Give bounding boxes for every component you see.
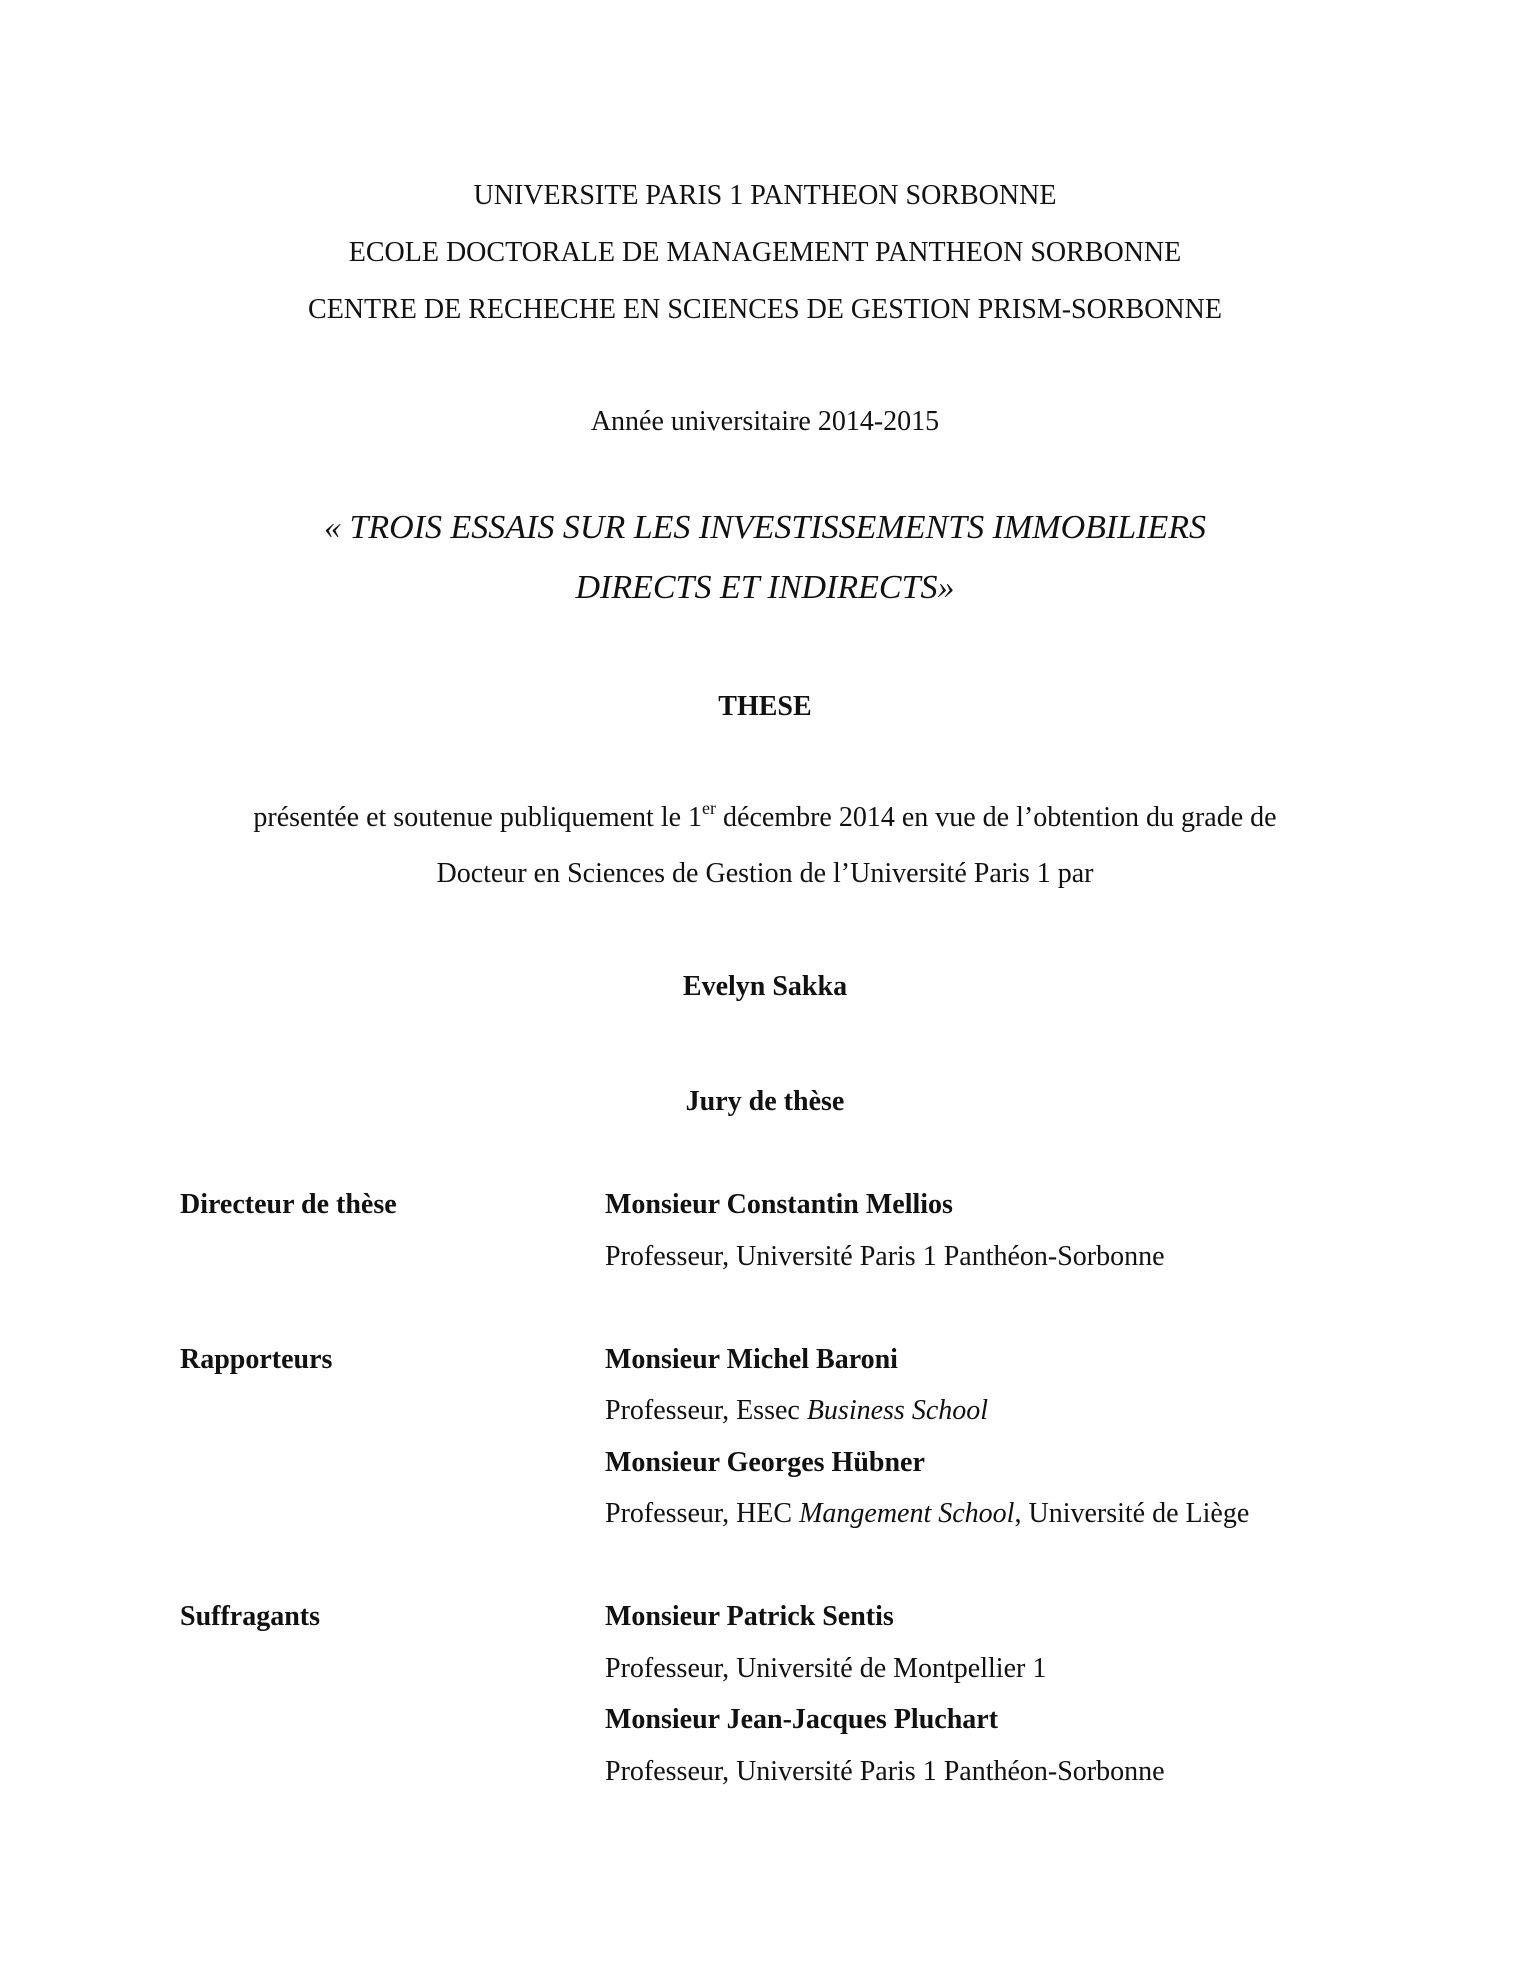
research-center: CENTRE DE RECHECHE EN SCIENCES DE GESTION PRISM-SORBONNE	[308, 294, 1222, 325]
jury-heading: Jury de thèse	[685, 1086, 845, 1117]
university-name: UNIVERSITE PARIS 1 PANTHEON SORBONNE	[473, 180, 1057, 211]
presentation-line-1	[0, 798, 1530, 835]
doctoral-school: ECOLE DOCTORALE DE MANAGEMENT PANTHEON SORBONNE	[348, 237, 1182, 268]
jury-label-reporters: Rapporteurs	[180, 1344, 333, 1375]
thesis-title-line-2: DIRECTS ET INDIRECTS»	[575, 569, 955, 606]
reporter-2-affiliation-after: , Université de Liège	[1014, 1498, 1250, 1529]
presentation-line-2: Docteur en Sciences de Gestion de l’Université Paris 1 par	[436, 858, 1094, 889]
suffragant-1-affiliation: Professeur, Université de Montpellier 1	[605, 1653, 1047, 1684]
reporter-1-name: Monsieur Michel Baroni	[605, 1344, 898, 1375]
suffragant-1-name: Monsieur Patrick Sentis	[605, 1601, 894, 1632]
reporter-1-affiliation-plain: Professeur, Essec	[605, 1395, 807, 1426]
reporter-2-affiliation-plain: Professeur, HEC	[605, 1498, 800, 1529]
jury-label-director: Directeur de thèse	[180, 1189, 397, 1220]
author-name: Evelyn Sakka	[682, 971, 848, 1002]
suffragant-2-name: Monsieur Jean-Jacques Pluchart	[605, 1704, 999, 1735]
reporter-2-name: Monsieur Georges Hübner	[605, 1447, 925, 1478]
jury-label-suffragants: Suffragants	[180, 1601, 321, 1632]
reporter-1-affiliation-italic: Business School	[806, 1395, 989, 1426]
reporter-2-affiliation-italic: Mangement School	[799, 1498, 1015, 1529]
academic-year: Année universitaire 2014-2015	[590, 406, 940, 437]
thesis-title-line-1: « TROIS ESSAIS SUR LES INVESTISSEMENTS IMMOBILIERS	[323, 509, 1206, 546]
document-type: THESE	[718, 691, 812, 722]
director-name: Monsieur Constantin Mellios	[605, 1189, 953, 1220]
director-affiliation: Professeur, Université Paris 1 Panthéon-Sorbonne	[605, 1241, 1165, 1272]
reporter-2-affiliation	[605, 1497, 1249, 1531]
presentation-text-b: décembre 2014 en vue de l’obtention du grade de	[716, 802, 1277, 833]
presentation-text-a: présentée et soutenue publiquement le 1	[253, 802, 703, 833]
reporter-1-affiliation	[605, 1394, 988, 1428]
presentation-superscript: er	[702, 798, 717, 818]
suffragant-2-affiliation: Professeur, Université Paris 1 Panthéon-Sorbonne	[605, 1756, 1165, 1787]
